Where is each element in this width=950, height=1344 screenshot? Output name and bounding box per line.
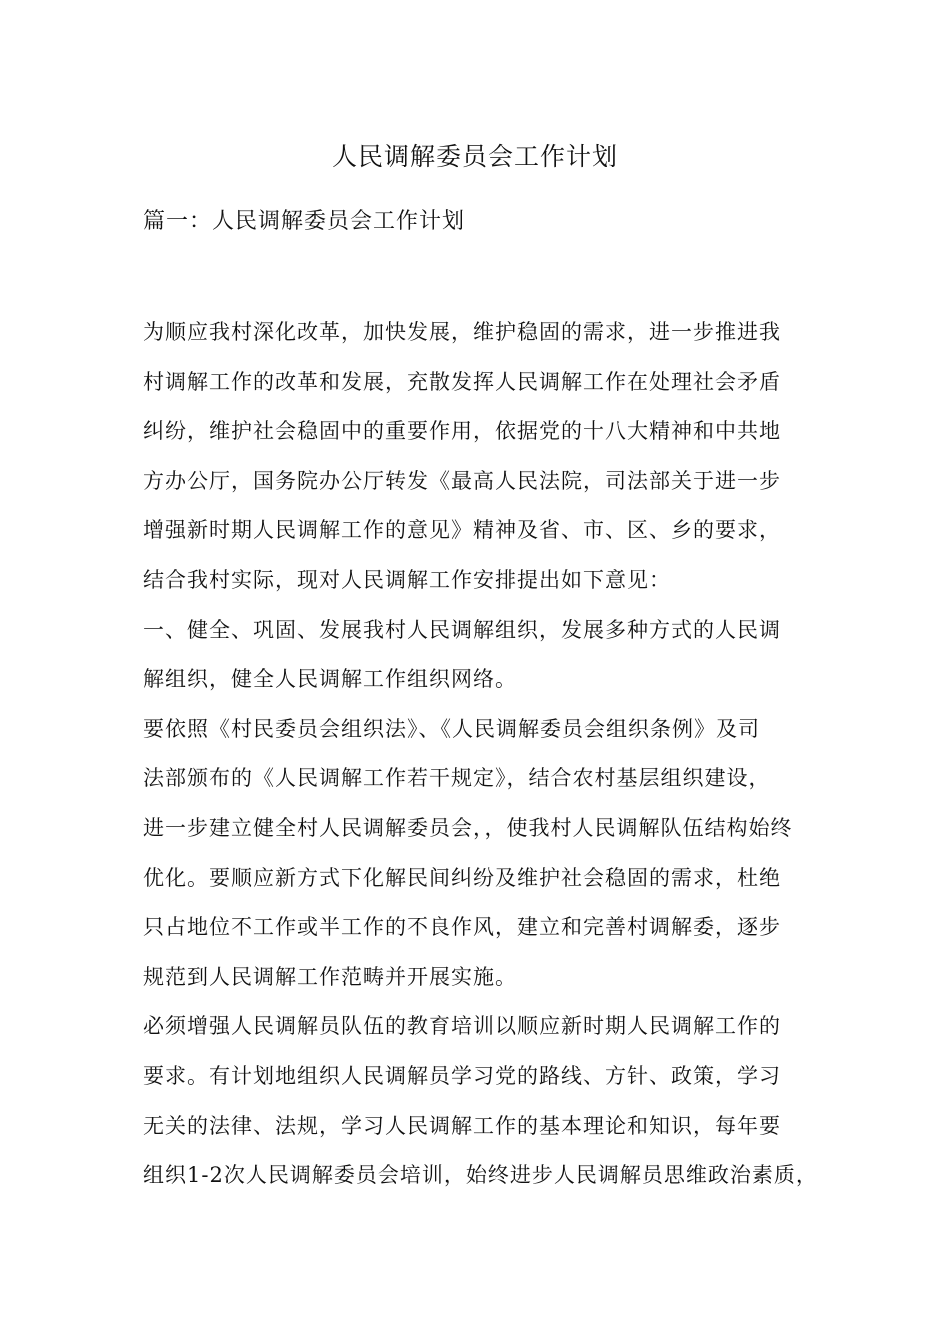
body-line: 无关的法律、法规，学习人民调解工作的基本理论和知识，每年要 — [143, 1113, 781, 1138]
body-line: 只占地位不工作或半工作的不良作风，建立和完善村调解委，逐步 — [143, 915, 781, 940]
body-line: 优化。要顺应新方式下化解民间纠纷及维护社会稳固的需求，杜绝 — [143, 865, 781, 890]
body-line: 必须增强人民调解员队伍的教育培训以顺应新时期人民调解工作的 — [143, 1014, 781, 1039]
body-line: 增强新时期人民调解工作的意见》精神及省、市、区、乡的要求， — [143, 518, 781, 543]
body-line: 结合我村实际，现对人民调解工作安排提出如下意见： — [143, 567, 671, 592]
document-body — [143, 308, 823, 1201]
body-line: 法部颁布的《人民调解工作若干规定》，结合农村基层组织建设， — [143, 766, 771, 791]
body-line: 方办公厅，国务院办公厅转发《最高人民法院，司法部关于进一步 — [143, 468, 781, 493]
body-line: 村调解工作的改革和发展，充散发挥人民调解工作在处理社会矛盾 — [143, 369, 781, 394]
body-line: 一、健全、巩固、发展我村人民调解组织，发展多种方式的人民调 — [143, 617, 781, 642]
body-line: 纠纷，维护社会稳固中的重要作用，依据党的十八大精神和中共地 — [143, 419, 781, 444]
document-title: 人民调解委员会工作计划 — [331, 142, 618, 171]
body-line: 解组织，健全人民调解工作组织网络。 — [143, 667, 517, 692]
body-line: 要依照《村民委员会组织法》、《人民调解委员会组织条例》及司 — [143, 716, 760, 741]
body-line: 规范到人民调解工作范畴并开展实施。 — [143, 964, 517, 989]
document-subtitle: 篇一：人民调解委员会工作计划 — [143, 209, 466, 234]
body-line: 进一步建立健全村人民调解委员会，，使我村人民调解队伍结构始终 — [143, 815, 793, 840]
body-line: 为顺应我村深化改革，加快发展，维护稳固的需求，进一步推进我 — [143, 320, 781, 344]
body-line: 要求。有计划地组织人民调解员学习党的路线、方针、政策，学习 — [143, 1063, 781, 1088]
body-line: 组织1-2次人民调解委员会培训，始终进步人民调解员思维政治素质， — [143, 1163, 818, 1188]
